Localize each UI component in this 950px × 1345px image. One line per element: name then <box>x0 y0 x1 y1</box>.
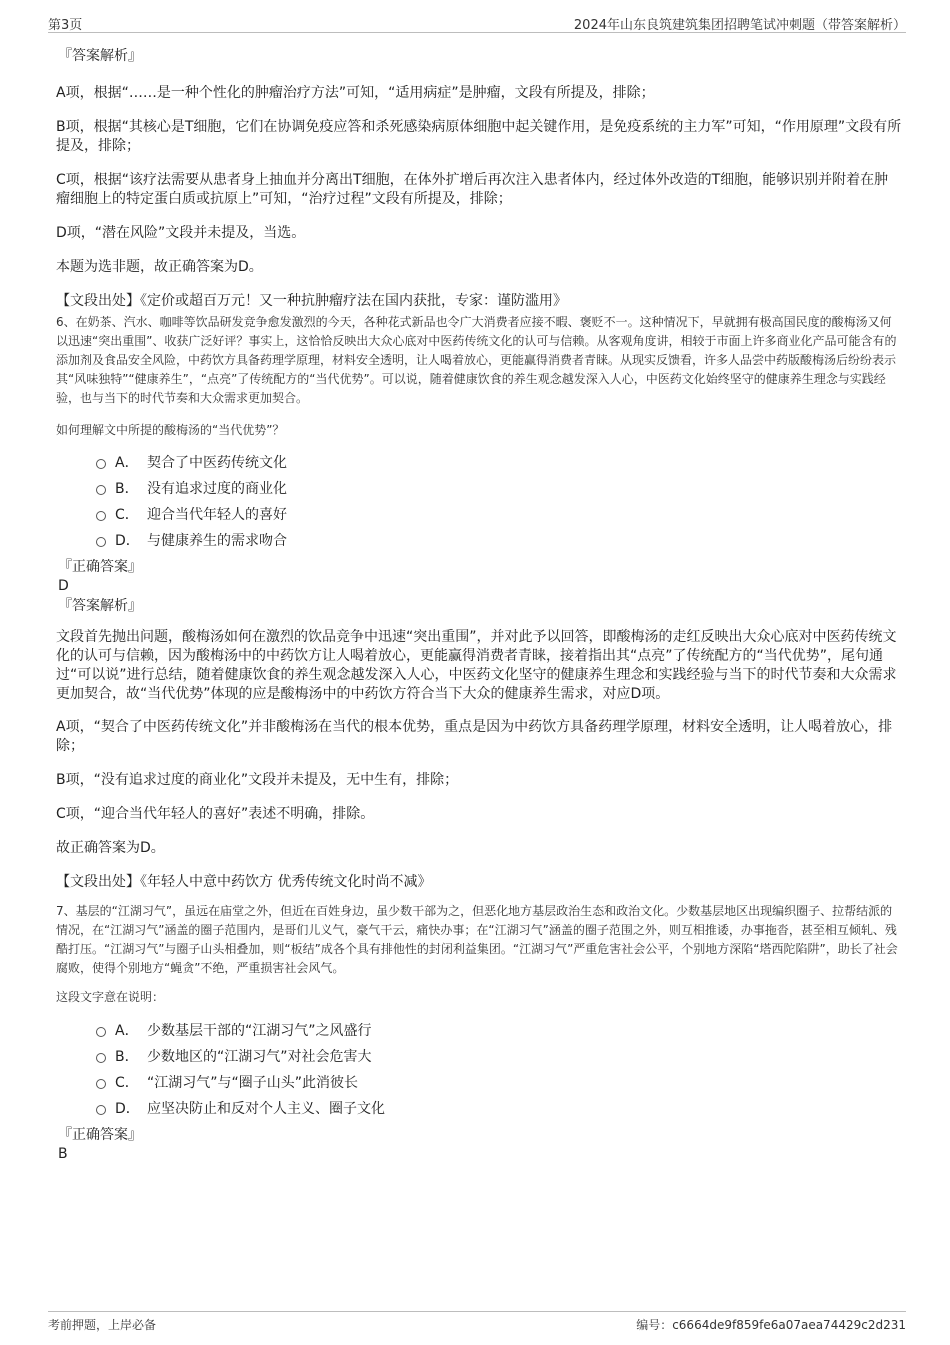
radio-icon[interactable] <box>96 1105 106 1115</box>
q6-question: 如何理解文中所提的酸梅汤的“当代优势”？ <box>56 423 285 437</box>
q7-correct-label: 『正确答案』 <box>58 1127 142 1143</box>
radio-icon[interactable] <box>96 1079 106 1089</box>
q6-correct-answer: D <box>58 578 69 594</box>
q6-analysis-a: A项，“契合了中医药传统文化”并非酸梅汤在当代的根本优势，重点是因为中药饮方具备药理学原理，材料安全透明，让人喝着放心，排除； <box>56 719 893 754</box>
document-content <box>56 42 902 1163</box>
q7-correct-answer: B <box>58 1146 68 1162</box>
q7-option-a[interactable]: A． 少数基层干部的“江湖习气”之风盛行 <box>96 1018 902 1044</box>
q6-option-d[interactable]: D． 与健康养生的需求吻合 <box>96 528 902 554</box>
q6-source: 【文段出处】《年轻人中意中药饮方 优秀传统文化时尚不减》 <box>56 874 432 890</box>
q5-analysis-c: C项，根据“该疗法需要从患者身上抽血并分离出T细胞，在体外扩增后再次注入患者体内，经过体外改造的T细胞，能够识别并附着在肿瘤细胞上的特定蛋白质或抗原上”可知，“治疗过程”文段有所提及，排除； <box>56 172 889 207</box>
q5-analysis-label: 『答案解析』 <box>58 48 142 64</box>
q5-conclusion: 本题为选非题，故正确答案为D。 <box>56 259 263 275</box>
q7-question: 这段文字意在说明： <box>56 990 165 1004</box>
q6-analysis-b: B项，“没有追求过度的商业化”文段并未提及，无中生有，排除； <box>56 772 459 788</box>
q6-option-a[interactable]: A． 契合了中医药传统文化 <box>96 450 902 476</box>
q7-option-b[interactable]: B． 少数地区的“江湖习气”对社会危害大 <box>96 1044 902 1070</box>
q7-stem: 7、基层的“江湖习气”，虽远在庙堂之外，但近在百姓身边，虽少数干部为之，但恶化地方基层政治生态和政治文化。少数基层地区出现编织圈子、拉帮结派的情况，在“江湖习气”涵盖的圈子范围内，是哥们儿义气，豪气干云，痛快办事；在“江湖习气”涵盖的圈子范围之外，则互相推诿，办事拖沓，甚至相互倾轧、残酷打压。“江湖习气”与圈子山头相叠加，则“板结”成各个具有排他性的封闭利益集团。“江湖习气”严重危害社会公平，个别地方深陷“塔西陀陷阱”，助长了社会腐败，使得个别地方“蝇贪”不绝，严重损害社会风气。 <box>56 904 898 975</box>
q6-conclusion: 故正确答案为D。 <box>56 840 165 856</box>
q6-correct-label: 『正确答案』 <box>58 559 142 575</box>
q6-analysis-c: C项，“迎合当代年轻人的喜好”表述不明确，排除。 <box>56 806 375 822</box>
radio-icon[interactable] <box>96 485 106 495</box>
q5-analysis-d: D项，“潜在风险”文段并未提及，当选。 <box>56 225 306 241</box>
page-footer <box>48 1311 906 1334</box>
q5-source: 【文段出处】《定价或超百万元！又一种抗肿瘤疗法在国内获批，专家：谨防滥用》 <box>56 293 567 309</box>
radio-icon[interactable] <box>96 1053 106 1063</box>
document-title: 2024年山东良筑建筑集团招聘笔试冲刺题（带答案解析） <box>573 18 906 33</box>
radio-icon[interactable] <box>96 1027 106 1037</box>
radio-icon[interactable] <box>96 459 106 469</box>
q7-option-c[interactable]: C． “江湖习气”与“圈子山头”此消彼长 <box>96 1070 902 1096</box>
q6-option-c[interactable]: C． 迎合当代年轻人的喜好 <box>96 502 902 528</box>
document-id: 编号：c6664de9f859fe6a07aea74429c2d231 <box>636 1318 906 1332</box>
page-header <box>48 12 906 33</box>
q6-options <box>56 450 902 554</box>
q6-option-b[interactable]: B． 没有追求过度的商业化 <box>96 476 902 502</box>
q6-analysis-label: 『答案解析』 <box>58 598 142 614</box>
radio-icon[interactable] <box>96 511 106 521</box>
radio-icon[interactable] <box>96 537 106 547</box>
q6-stem: 6、在奶茶、汽水、咖啡等饮品研发竞争愈发激烈的今天，各种花式新品也令广大消费者应接不暇、褒贬不一。这种情况下，早就拥有极高国民度的酸梅汤又何以迅速“突出重围”、收获广泛好评？事实上，这恰恰反映出大众心底对中医药传统文化的认可与信赖。从客观角度讲，相较于市面上许多商业化产品可能含有的添加剂及食品安全风险，中药饮方具备药理学原理，材料安全透明，让人喝着放心，更能赢得消费者青睐。从现实反馈看，许多人品尝中药版酸梅汤后纷纷表示其“风味独特”“健康养生”，“点亮”了传统配方的“当代优势”。可以说，随着健康饮食的养生观念越发深入人心，中医药文化始终坚守的健康养生理念与实践经验，也与当下的时代节奏和大众需求更加契合。 <box>56 315 897 405</box>
q5-analysis-a: A项，根据“……是一种个性化的肿瘤治疗方法”可知，“适用病症”是肿瘤，文段有所提及，排除； <box>56 85 655 101</box>
q7-option-d[interactable]: D． 应坚决防止和反对个人主义、圈子文化 <box>96 1096 902 1122</box>
q7-options <box>56 1018 902 1122</box>
q6-analysis: 文段首先抛出问题，酸梅汤如何在激烈的饮品竞争中迅速“突出重围”，并对此予以回答，即酸梅汤的走红反映出大众心底对中医药传统文化的认可与信赖，因为酸梅汤中的中药饮方让人喝着放心，更能赢得消费者青睐，接着指出其“点亮”了传统配方的“当代优势”，尾句通过“可以说”进行总结，随着健康饮食的养生观念越发深入人心，中医药文化坚守的健康养生理念和实践经验与当下的时代节奏和大众需求更加契合，故“当代优势”体现的应是酸梅汤中的中药饮方符合当下大众的健康养生需求，对应D项。 <box>56 629 897 702</box>
footer-slogan: 考前押题，上岸必备 <box>48 1318 157 1332</box>
page-number: 第3页 <box>48 18 83 33</box>
q5-analysis-b: B项，根据“其核心是T细胞，它们在协调免疫应答和杀死感染病原体细胞中起关键作用，是免疫系统的主力军”可知，“作用原理”文段有所提及，排除； <box>56 119 902 154</box>
